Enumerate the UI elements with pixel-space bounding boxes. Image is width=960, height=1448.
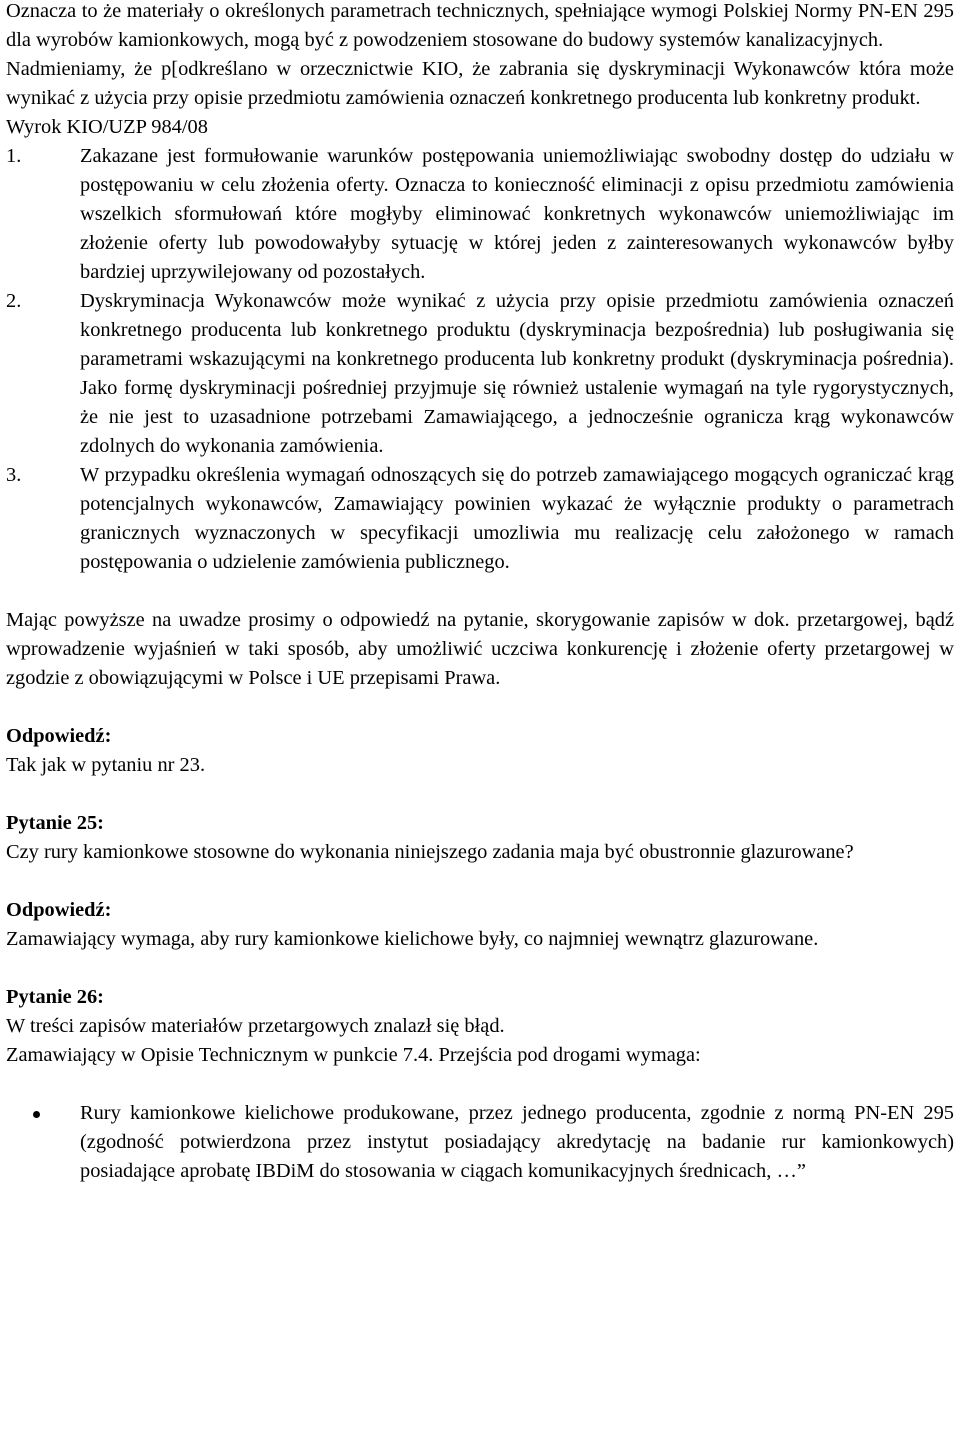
question-25-heading: Pytanie 25: bbox=[6, 812, 104, 834]
requirements-list bbox=[6, 1099, 954, 1186]
list-item bbox=[6, 142, 954, 287]
question-26-line-1: W treści zapisów materiałów przetargowych znalazł się błąd. bbox=[6, 1015, 505, 1037]
answer-25-heading: Odpowiedź: bbox=[6, 899, 112, 921]
question-25-text: Czy rury kamionkowe stosowne do wykonania niniejszego zadania maja być obustronnie glazurowane? bbox=[6, 841, 854, 863]
list-item-text: Dyskryminacja Wykonawców może wynikać z użycia przy opisie przedmiotu zamówienia oznaczeń konkretnego producenta lub konkretnego produktu (dyskryminacja bezpośrednia) lub posługiwania się parametrami wskazującymi na konkretnego producenta lub konkretny produkt (dyskryminacja pośrednia). Jako formę dyskryminacji pośredniej przyjmuje się również ustalenie wymagań na tyle rygorystycznych, że nie jest to uzasadnione potrzebami Zamawiającego, a jednocześnie ogranicza krąg wykonawców zdolnych do wykonania zamówienia. bbox=[80, 290, 954, 457]
list-item-text: Rury kamionkowe kielichowe produkowane, przez jednego producenta, zgodnie z normą PN-EN 295 (zgodność potwierdzona przez instytut posiadający akredytację na badanie rur kamionkowych) posiadające aprobatę IBDiM do stosowania w ciągach komunikacyjnych średnicach, …” bbox=[80, 1102, 954, 1182]
spacer bbox=[6, 693, 954, 722]
list-item-number: 2. bbox=[6, 290, 22, 312]
question-26-heading: Pytanie 26: bbox=[6, 986, 104, 1008]
list-item bbox=[6, 1099, 954, 1186]
list-item bbox=[6, 287, 954, 461]
spacer bbox=[6, 780, 954, 809]
list-item-number: 1. bbox=[6, 145, 22, 167]
answer-25-text: Zamawiający wymaga, aby rury kamionkowe kielichowe były, co najmniej wewnątrz glazurowane. bbox=[6, 928, 819, 950]
closing-paragraph: Mając powyższe na uwadze prosimy o odpowiedź na pytanie, skorygowanie zapisów w dok. przetargowej, bądź wprowadzenie wyjaśnień w taki sposób, aby umożliwić uczciwa konkurencję i złożenie oferty przetargowej w zgodzie z obowiązującymi w Polsce i UE przepisami Prawa. bbox=[6, 609, 954, 689]
list-item bbox=[6, 461, 954, 577]
spacer bbox=[6, 954, 954, 983]
bullet-icon bbox=[33, 1111, 40, 1118]
list-item-text: Zakazane jest formułowanie warunków postępowania uniemożliwiając swobodny dostęp do udziału w postępowaniu w celu złożenia oferty. Oznacza to konieczność eliminacji z opisu przedmiotu zamówienia wszelkich sformułowań które mogłyby eliminować konkretnych wykonawców uniemożliwiając im złożenie oferty lub powodowałyby sytuację w której jeden z zainteresowanych wykonawców byłby bardziej uprzywilejowany od pozostałych. bbox=[80, 145, 954, 283]
spacer bbox=[6, 577, 954, 606]
question-26-line-2: Zamawiający w Opisie Technicznym w punkcie 7.4. Przejścia pod drogami wymaga: bbox=[6, 1044, 701, 1066]
intro-paragraph-1: Oznacza to że materiały o określonych parametrach technicznych, spełniające wymogi Polskiej Normy PN-EN 295 dla wyrobów kamionkowych, mogą być z powodzeniem stosowane do budowy systemów kanalizacyjnych. bbox=[6, 0, 954, 51]
answer-heading: Odpowiedź: bbox=[6, 725, 112, 747]
ruling-points-list bbox=[6, 142, 954, 577]
spacer bbox=[6, 1070, 954, 1099]
spacer bbox=[6, 867, 954, 896]
intro-paragraph-2: Nadmieniamy, że p[odkreślano w orzecznictwie KIO, że zabrania się dyskryminacji Wykonawców która może wynikać z użycia przy opisie przedmiotu zamówienia oznaczeń konkretnego producenta lub konkretny produkt. bbox=[6, 58, 954, 109]
ruling-reference: Wyrok KIO/UZP 984/08 bbox=[6, 116, 208, 138]
list-item-text: W przypadku określenia wymagań odnoszących się do potrzeb zamawiającego mogących ograniczać krąg potencjalnych wykonawców, Zamawiający powinien wykazać że wyłącznie produkty o parametrach granicznych wyznaczonych w specyfikacji umozliwia mu realizację celu założonego w ramach postępowania o udzielenie zamówienia publicznego. bbox=[80, 464, 954, 573]
answer-text: Tak jak w pytaniu nr 23. bbox=[6, 754, 206, 776]
list-item-number: 3. bbox=[6, 464, 22, 486]
